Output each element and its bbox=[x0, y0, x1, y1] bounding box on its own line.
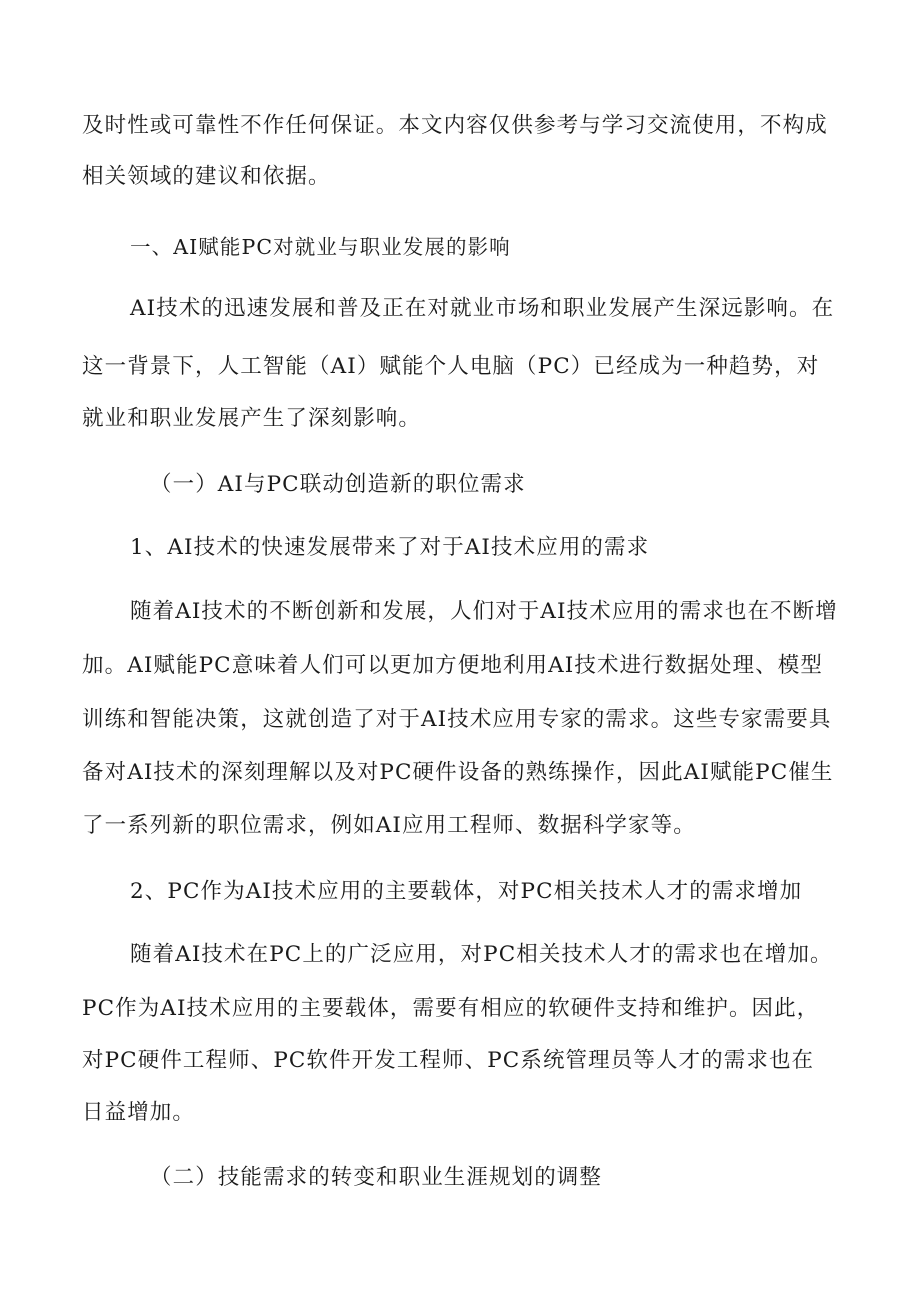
point-heading: 2、PC作为AI技术应用的主要载体，对PC相关技术人才的需求增加 bbox=[130, 879, 803, 904]
paragraph-line: 这一背景下，人工智能（AI）赋能个人电脑（PC）已经成为一种趋势，对 bbox=[82, 354, 820, 379]
paragraph-line: 就业和职业发展产生了深刻影响。 bbox=[82, 406, 422, 431]
paragraph-line: 日益增加。 bbox=[82, 1100, 196, 1125]
paragraph-line: 对PC硬件工程师、PC软件开发工程师、PC系统管理员等人才的需求也在 bbox=[82, 1048, 815, 1073]
paragraph-line: 训练和智能决策，这就创造了对于AI技术应用专家的需求。这些专家需要具 bbox=[82, 707, 832, 732]
paragraph-line: PC作为AI技术应用的主要载体，需要有相应的软硬件支持和维护。因此， bbox=[82, 996, 820, 1021]
section-heading: 一、AI赋能PC对就业与职业发展的影响 bbox=[130, 235, 511, 259]
paragraph-line: 随着AI技术的不断创新和发展，人们对于AI技术应用的需求也在不断增 bbox=[130, 599, 838, 624]
paragraph-line: 了一系列新的职位需求，例如AI应用工程师、数据科学家等。 bbox=[82, 813, 696, 838]
paragraph-line: 及时性或可靠性不作任何保证。本文内容仅供参考与学习交流使用，不构成 bbox=[82, 113, 828, 138]
paragraph-line: 相关领域的建议和依据。 bbox=[82, 164, 331, 189]
point-heading: 1、AI技术的快速发展带来了对于AI技术应用的需求 bbox=[130, 535, 650, 560]
paragraph-line: 随着AI技术在PC上的广泛应用，对PC相关技术人才的需求也在增加。 bbox=[130, 942, 833, 967]
paragraph-line: 备对AI技术的深刻理解以及对PC硬件设备的熟练操作，因此AI赋能PC催生 bbox=[82, 760, 834, 785]
paragraph-line: 加。AI赋能PC意味着人们可以更加方便地利用AI技术进行数据处理、模型 bbox=[82, 653, 823, 678]
subsection-heading: （二）技能需求的转变和职业生涯规划的调整 bbox=[150, 1165, 603, 1190]
subsection-heading: （一）AI与PC联动创造新的职位需求 bbox=[150, 472, 526, 497]
paragraph-line: AI技术的迅速发展和普及正在对就业市场和职业发展产生深远影响。在 bbox=[130, 296, 835, 321]
